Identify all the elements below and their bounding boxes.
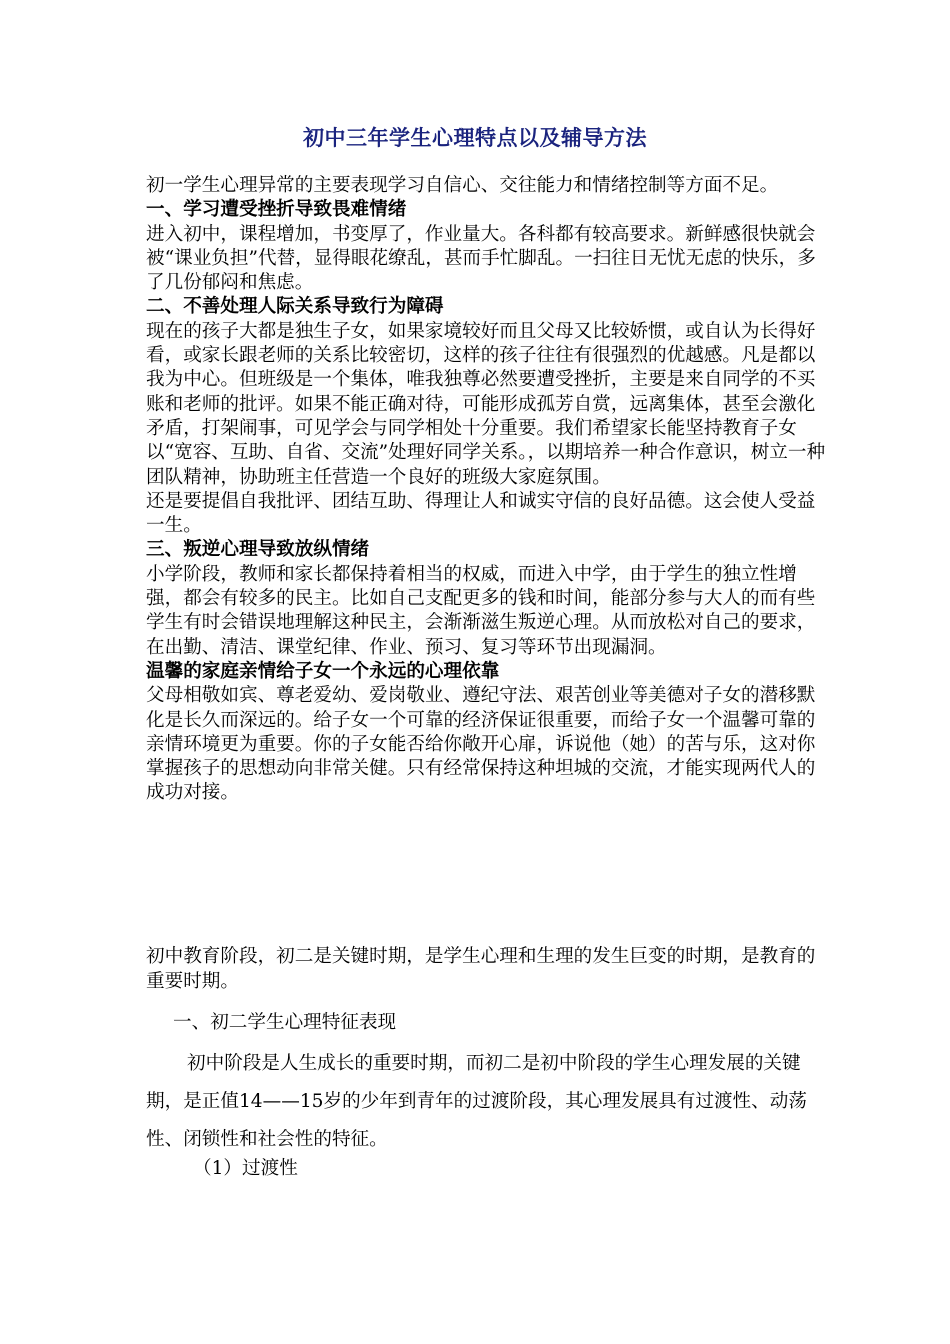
heading-learning-frustration: 一、学习遭受挫折导致畏难情绪 — [146, 199, 407, 221]
paragraph-interpersonal-relations: 现在的孩子大都是独生子女，如果家境较好而且父母又比较娇惯，或自认为长得好看，或家长跟老师的关系比较密切，这样的孩子往往有很强烈的优越感。凡是都以我为中心。但班级是一个集体，唯我独尊必然要遭受挫折，主要是来自同学的不买账和老师的批评。如果不能正确对待，可能形成孤芳自赏，远离集体，甚至会激化矛盾，打架闹事，可见学会与同学相处十分重要。我们希望家长能坚持教育子女以“宽容、互助、自省、交流”处理好同学关系。，以期培养一种合作意识，树立一种团队精神，协助班主任营造一个良好的班级大家庭氛围。 — [146, 320, 826, 488]
grade8-body — [146, 1045, 826, 1159]
paragraph-moral-quality: 还是要提倡自我批评、团结互助、得理让人和诚实守信的良好品德。这会使人受益一生。 — [146, 490, 816, 537]
paragraph-learning-frustration: 进入初中，课程增加，书变厚了，作业量大。各科都有较高要求。新鲜感很快就会被“课业负担”代替，显得眼花缭乱，甚而手忙脚乱。一扫往日无忧无虑的快乐，多了几份郁闷和焦虑。 — [146, 223, 816, 294]
grade7-intro: 初一学生心理异常的主要表现学习自信心、交往能力和情绪控制等方面不足。 — [146, 175, 779, 196]
grade7-section — [146, 174, 826, 806]
paragraph-rebellious-psychology: 小学阶段，教师和家长都保持着相当的权威，而进入中学，由于学生的独立性增强，都会有较多的民主。比如自己支配更多的钱和时间，能部分参与大人的而有些学生有时会错误地理解这种民主，会渐渐滋生叛逆心理。从而放松对自己的要求，在出勤、清洁、课堂纪律、作业、预习、复习等环节出现漏洞。 — [146, 563, 816, 658]
heading-family-affection: 温馨的家庭亲情给子女一个永远的心理依靠 — [146, 660, 500, 682]
paragraph-grade8-development: 初中阶段是人生成长的重要时期，而初二是初中阶段的学生心理发展的关键期，是正值14——15岁的少年到青年的过渡阶段，其心理发展具有过渡性、动荡性、闭锁性和社会性的特征。 — [146, 1053, 807, 1150]
heading-grade8-characteristics: 一、初二学生心理特征表现 — [173, 1012, 397, 1033]
grade8-intro: 初中教育阶段，初二是关键时期，是学生心理和生理的发生巨变的时期，是教育的重要时期。 — [146, 946, 816, 992]
heading-rebellious-psychology: 三、叛逆心理导致放纵情绪 — [146, 539, 370, 561]
paragraph-family-affection: 父母相敬如宾、尊老爱幼、爱岗敬业、遵纪守法、艰苦创业等美德对子女的潜移默化是长久而深远的。给子女一个可靠的经济保证很重要，而给子女一个温馨可靠的亲情环境更为重要。你的子女能否给你敞开心扉，诉说他（她）的苦与乐，这对你掌握孩子的思想动向非常关健。只有经常保持这种坦城的交流，才能实现两代人的成功对接。 — [146, 685, 816, 804]
page-title: 初中三年学生心理特点以及辅导方法 — [303, 126, 647, 150]
grade8-intro-block — [146, 944, 826, 994]
heading-interpersonal-relations: 二、不善处理人际关系导致行为障碍 — [146, 296, 444, 318]
subheading-transitional: （1）过渡性 — [193, 1158, 298, 1179]
